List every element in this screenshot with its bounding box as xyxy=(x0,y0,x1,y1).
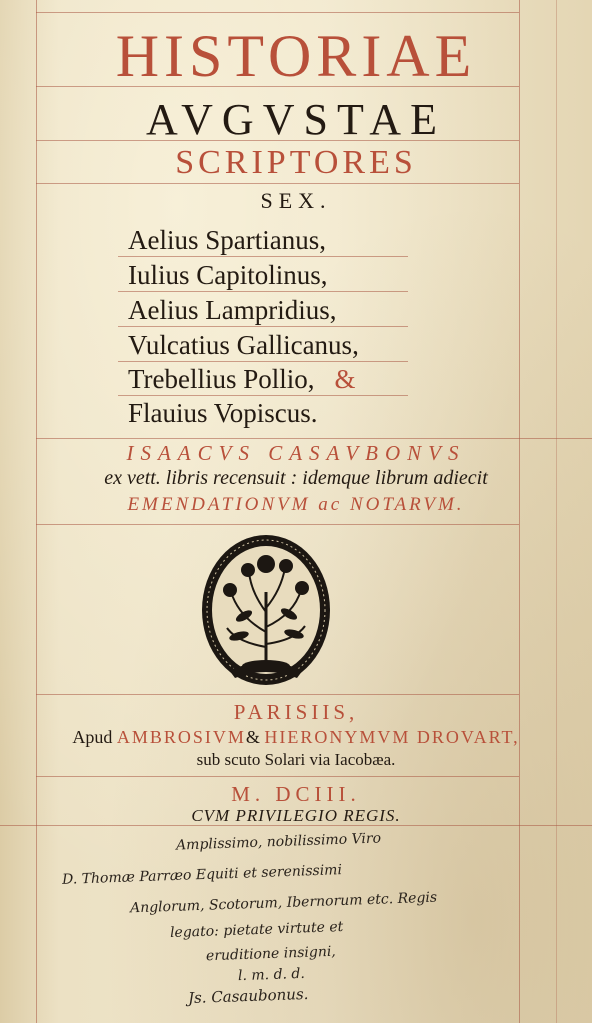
title-line-sex: SEX. xyxy=(260,188,332,213)
author-spartianus: Aelius Spartianus, xyxy=(128,225,326,255)
author-pollio-line xyxy=(128,364,528,395)
dedication-line: D. Thomæ Parræo Equiti et serenissimi xyxy=(61,862,343,888)
ruling-line xyxy=(118,256,408,257)
dedication-line: legato: pietate virtute et xyxy=(169,918,344,942)
ampersand: & xyxy=(334,364,356,394)
imprint-address: sub scuto Solari via Iacobæa. xyxy=(196,750,396,769)
author-pollio: Trebellius Pollio, xyxy=(128,364,315,394)
editor-description: ex vett. libris recensuit : idemque librum adiecit xyxy=(104,467,488,489)
printer-device-emblem xyxy=(199,532,333,688)
imprint-printer-b: HIERONYMVM DROVART, xyxy=(264,727,520,747)
ruling-line xyxy=(36,694,519,695)
dedication-line: eruditione insigni, xyxy=(205,943,337,965)
ruling-line xyxy=(118,361,408,362)
imprint-date: M. DCIII. xyxy=(231,782,361,806)
imprint-place: PARISIIS, xyxy=(233,700,359,724)
author-capitolinus: Iulius Capitolinus, xyxy=(128,260,328,290)
editor-name: ISAACVS CASAVBONVS xyxy=(126,441,466,465)
ruling-line xyxy=(118,326,408,327)
ruling-line xyxy=(36,524,519,525)
dedication-signature: Js. Casaubonus. xyxy=(187,984,309,1008)
ruling-line xyxy=(36,776,519,777)
author-vopiscus: Flauius Vopiscus. xyxy=(128,398,318,428)
author-lampridius: Aelius Lampridius, xyxy=(128,295,337,325)
imprint-printers xyxy=(0,727,592,748)
ruling-line xyxy=(118,291,408,292)
title-line-augustae: AVGVSTAE xyxy=(146,95,446,144)
author-gallicanus: Vulcatius Gallicanus, xyxy=(128,330,359,360)
imprint-printer-a: AMBROSIVM xyxy=(116,727,246,747)
ruling-line xyxy=(118,395,408,396)
imprint-ampersand: & xyxy=(245,727,260,747)
title-line-scriptores: SCRIPTORES xyxy=(175,144,417,181)
dedication-line: Anglorum, Scotorum, Ibernorum etc. Regis xyxy=(129,889,438,917)
imprint-privilege: CVM PRIVILEGIO REGIS. xyxy=(191,806,401,825)
ruling-line xyxy=(36,438,592,439)
dedication-line: l. m. d. d. xyxy=(237,965,306,985)
imprint-apud: Apud xyxy=(72,727,113,747)
editor-addition: EMENDATIONVM ac NOTARVM. xyxy=(127,494,465,515)
dedication-line: Amplissimo, nobilissimo Viro xyxy=(175,830,382,854)
ruling-line xyxy=(36,183,519,184)
ruling-line-top xyxy=(36,12,519,13)
title-line-historiae: HISTORIAE xyxy=(115,23,477,89)
